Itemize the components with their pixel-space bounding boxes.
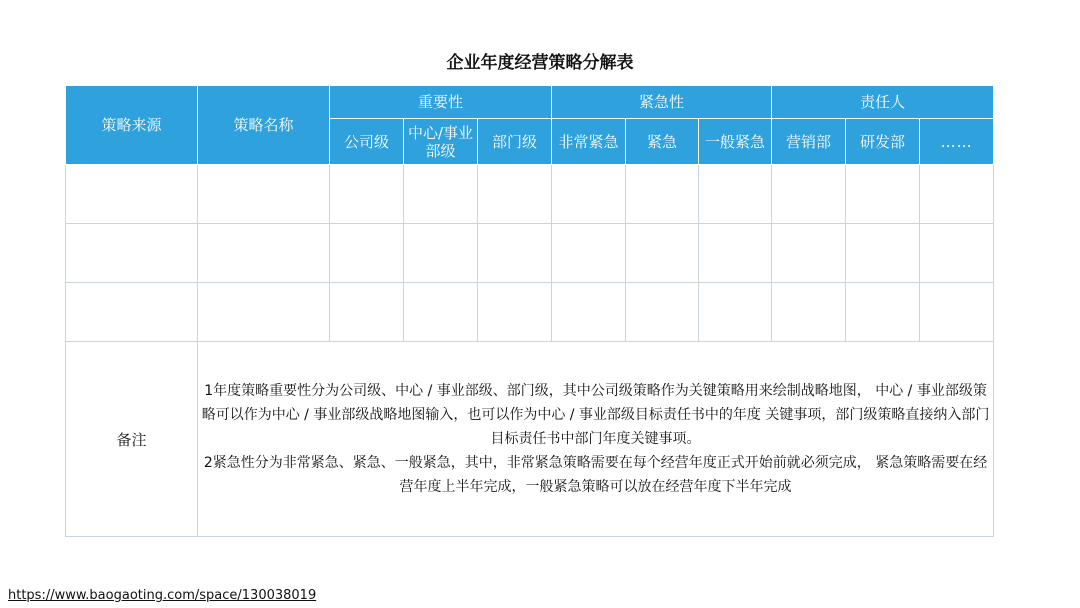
table-cell[interactable] [846,165,920,224]
header-urgency: 紧急性 [552,86,772,119]
note-text [198,342,994,537]
table-cell[interactable] [699,224,772,283]
note-label: 备注 [66,342,198,537]
table-cell[interactable] [699,283,772,342]
header-normal-urgent: 一般紧急 [699,119,772,165]
header-source: 策略来源 [66,86,198,165]
header-name: 策略名称 [198,86,330,165]
table-cell[interactable] [198,283,330,342]
strategy-table [65,85,994,537]
table-cell[interactable] [478,165,552,224]
note-paragraph-1: 1年度策略重要性分为公司级、中心 / 事业部级、部门级，其中公司级策略作为关键策略用来绘制战略地图， 中心 / 事业部级策略可以作为中心 / 事业部级战略地图输入，也可以作为中心 / 事业部级目标责任书中的年度 关键事项，部门级策略直接纳入部门目标责任书中部门年度关键事项。 [201,383,990,447]
header-owner: 责任人 [772,86,994,119]
source-link[interactable]: https://www.baogaoting.com/space/130038019 [8,588,317,603]
header-importance: 重要性 [330,86,552,119]
note-paragraph-2: 2紧急性分为非常紧急、紧急、一般紧急，其中，非常紧急策略需要在每个经营年度正式开始前就必须完成， 紧急策略需要在经营年度上半年完成，一般紧急策略可以放在经营年度下半年完成 [203,455,988,495]
table-cell[interactable] [552,224,626,283]
table-cell[interactable] [626,165,699,224]
table-cell[interactable] [330,224,404,283]
table-cell[interactable] [552,283,626,342]
header-urgent: 紧急 [626,119,699,165]
header-rnd: 研发部 [846,119,920,165]
table-row [66,224,994,283]
header-dept-level: 部门级 [478,119,552,165]
table-row [66,283,994,342]
table-cell[interactable] [330,165,404,224]
header-more: …… [920,119,994,165]
table-cell[interactable] [478,224,552,283]
table-cell[interactable] [626,224,699,283]
table-cell[interactable] [626,283,699,342]
table-cell[interactable] [920,283,994,342]
table-row [66,165,994,224]
table-cell[interactable] [198,165,330,224]
table-cell[interactable] [66,165,198,224]
table-cell[interactable] [66,224,198,283]
table-cell[interactable] [699,165,772,224]
table-cell[interactable] [330,283,404,342]
note-row [66,342,994,537]
table-cell[interactable] [404,224,478,283]
table-cell[interactable] [772,165,846,224]
header-very-urgent: 非常紧急 [552,119,626,165]
header-company-level: 公司级 [330,119,404,165]
table-cell[interactable] [772,283,846,342]
table-cell[interactable] [920,165,994,224]
table-cell[interactable] [66,283,198,342]
table-cell[interactable] [404,283,478,342]
table-cell[interactable] [552,165,626,224]
table-cell[interactable] [404,165,478,224]
header-marketing: 营销部 [772,119,846,165]
table-cell[interactable] [772,224,846,283]
table-cell[interactable] [478,283,552,342]
header-center-level: 中心/事业部级 [404,119,478,165]
table-cell[interactable] [198,224,330,283]
table-cell[interactable] [846,224,920,283]
table-cell[interactable] [846,283,920,342]
table-cell[interactable] [920,224,994,283]
page-title: 企业年度经营策略分解表 [446,53,634,73]
